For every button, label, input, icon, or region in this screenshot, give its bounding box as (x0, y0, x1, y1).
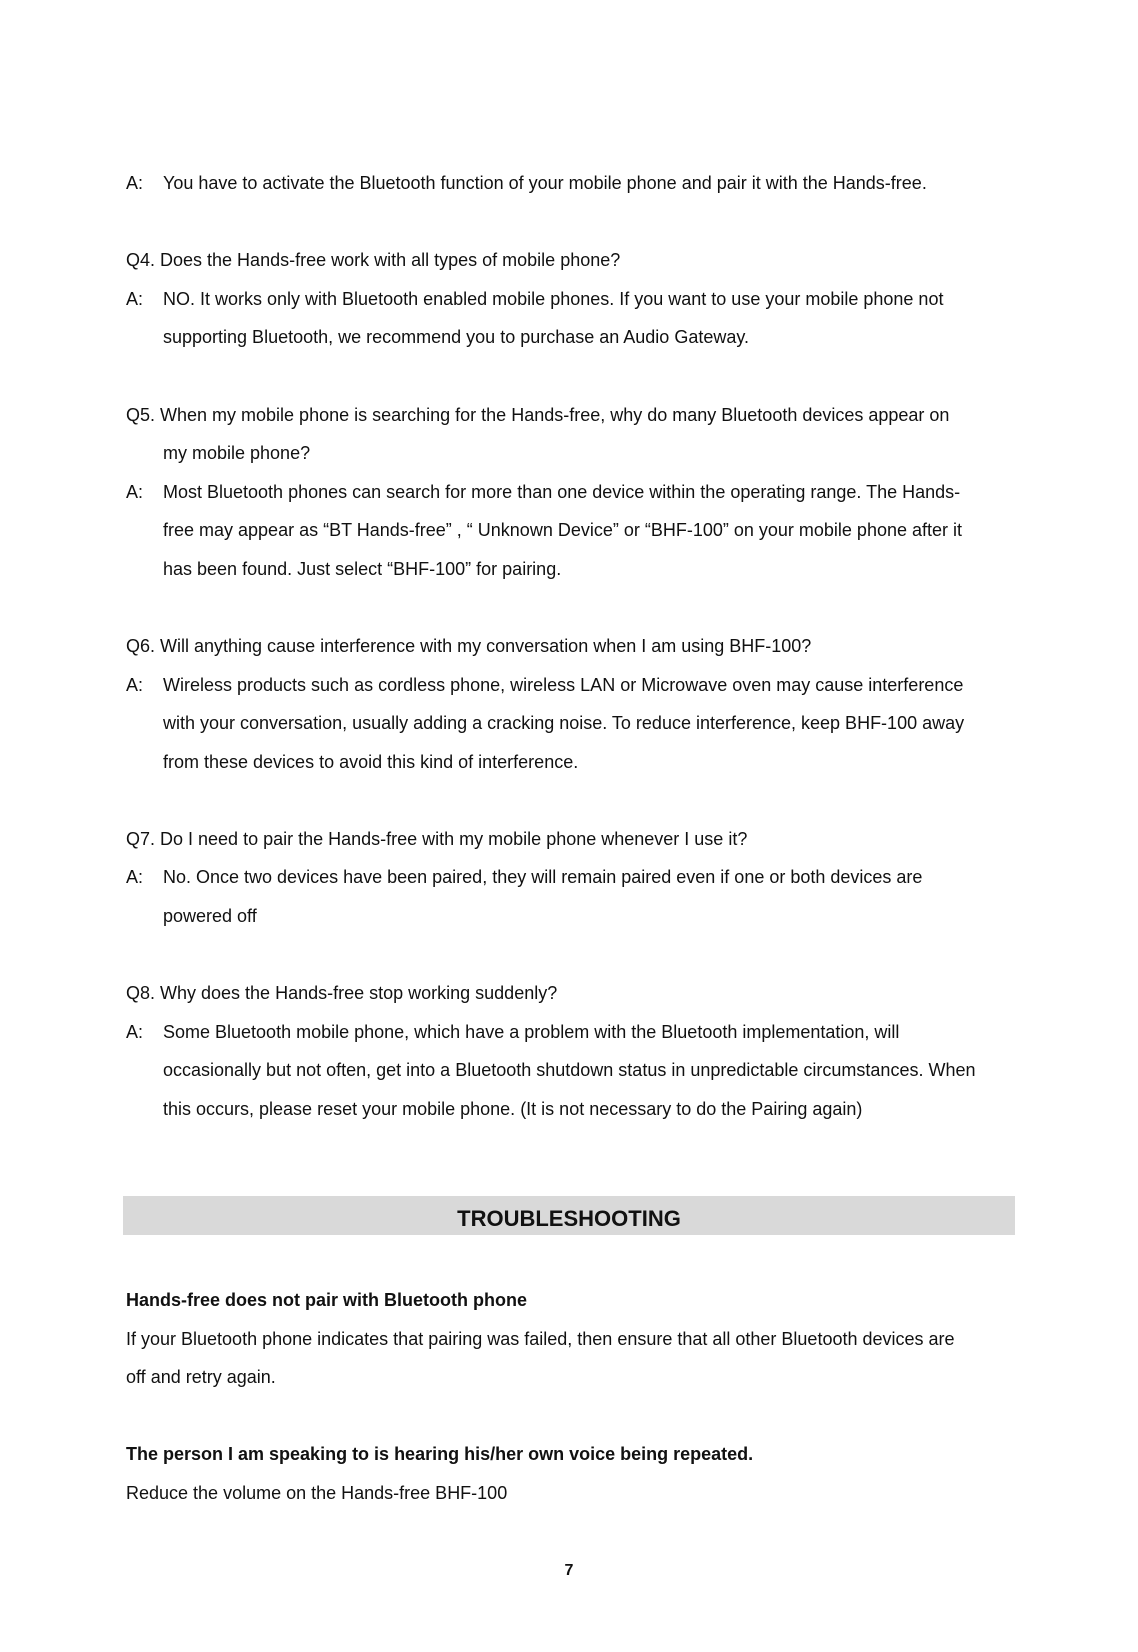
page-number: 7 (564, 1562, 574, 1579)
troubleshooting-title: TROUBLESHOOTING (457, 1206, 681, 1231)
troubleshooting-heading-echo: The person I am speaking to is hearing his/her own voice being repeated. (126, 1444, 754, 1464)
answer-q4-line-1: NO. It works only with Bluetooth enabled mobile phones. If you want to use your mobile phone not (163, 289, 944, 309)
answer-q6-line-2: with your conversation, usually adding a cracking noise. To reduce interference, keep BHF-100 away (163, 713, 965, 733)
question-q7: Q7. Do I need to pair the Hands-free with my mobile phone whenever I use it? (126, 829, 748, 849)
answer-q7-line-1: No. Once two devices have been paired, they will remain paired even if one or both devices are (163, 867, 923, 887)
answer-q4-line-2: supporting Bluetooth, we recommend you to purchase an Audio Gateway. (163, 327, 750, 347)
answer-prefix-q7: A: (126, 867, 144, 887)
answer-q7-line-2: powered off (163, 906, 257, 926)
answer-prefix-q6: A: (126, 675, 144, 695)
question-q4: Q4. Does the Hands-free work with all types of mobile phone? (126, 250, 621, 270)
troubleshooting-body-pairing-line-2: off and retry again. (126, 1367, 276, 1387)
answer-q5-line-3: has been found. Just select “BHF-100” for pairing. (163, 559, 562, 579)
answer-q3-line-1: You have to activate the Bluetooth function of your mobile phone and pair it with the Hands-free. (163, 173, 927, 193)
answer-q5-line-1: Most Bluetooth phones can search for more than one device within the operating range. The Hands- (163, 482, 961, 502)
answer-prefix-q4: A: (126, 289, 144, 309)
answer-q8-line-3: this occurs, please reset your mobile phone. (It is not necessary to do the Pairing again) (163, 1099, 863, 1119)
answer-prefix-q3: A: (126, 173, 144, 193)
question-q5-line-2: my mobile phone? (163, 443, 311, 463)
answer-q8-line-2: occasionally but not often, get into a Bluetooth shutdown status in unpredictable circumstances. When (163, 1060, 976, 1080)
troubleshooting-body-echo-line-1: Reduce the volume on the Hands-free BHF-100 (126, 1483, 508, 1503)
answer-q5-line-2: free may appear as “BT Hands-free” , “ Unknown Device” or “BHF-100” on your mobile phone after it (163, 520, 963, 540)
answer-prefix-q8: A: (126, 1022, 144, 1042)
answer-q8-line-1: Some Bluetooth mobile phone, which have a problem with the Bluetooth implementation, will (163, 1022, 900, 1042)
question-q6: Q6. Will anything cause interference with my conversation when I am using BHF-100? (126, 636, 812, 656)
troubleshooting-body-pairing-line-1: If your Bluetooth phone indicates that pairing was failed, then ensure that all other Bluetooth devices are (126, 1329, 955, 1349)
question-q8: Q8. Why does the Hands-free stop working suddenly? (126, 983, 558, 1003)
answer-prefix-q5: A: (126, 482, 144, 502)
answer-q6-line-3: from these devices to avoid this kind of interference. (163, 752, 579, 772)
question-q5-line-1: Q5. When my mobile phone is searching for the Hands-free, why do many Bluetooth devices appear on (126, 405, 950, 425)
troubleshooting-heading-pairing: Hands-free does not pair with Bluetooth phone (126, 1290, 528, 1310)
troubleshooting-banner (123, 1196, 1015, 1235)
answer-q6-line-1: Wireless products such as cordless phone, wireless LAN or Microwave oven may cause interference (163, 675, 964, 695)
